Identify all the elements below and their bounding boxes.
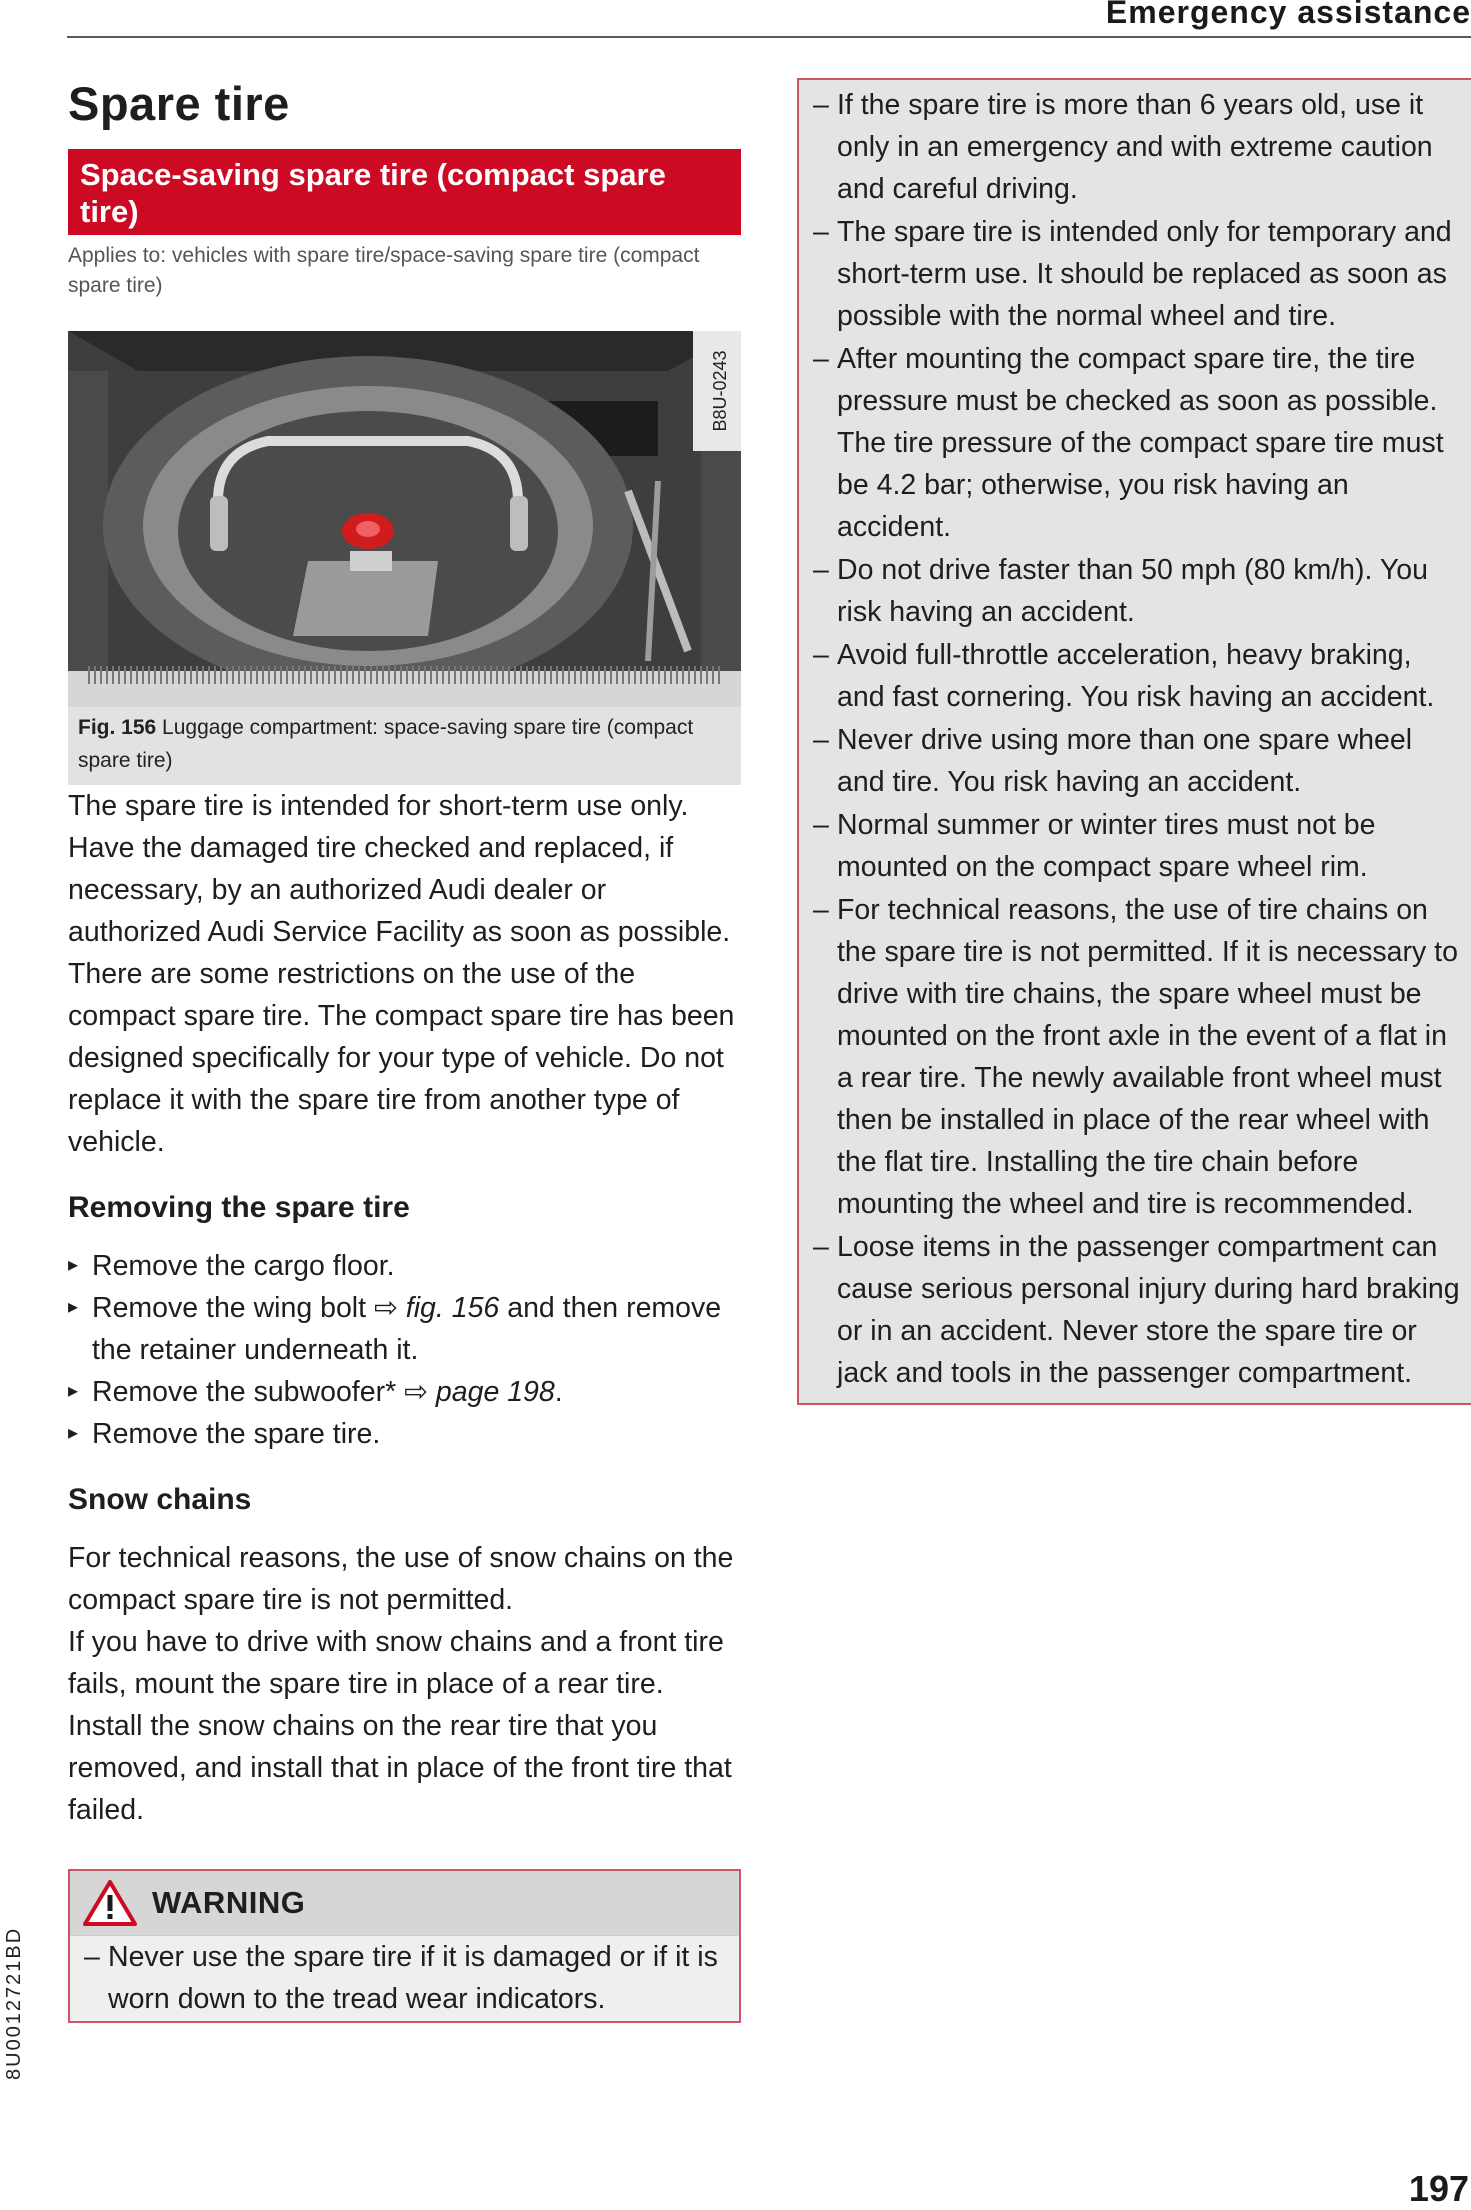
triangle-bullet-icon: ▸	[68, 1296, 79, 1318]
page-reference-link[interactable]: page 198	[435, 1376, 555, 1408]
step-text-continued: .	[554, 1376, 563, 1408]
warning-item: – Avoid full-throttle acceleration, heavy braking, and fast cornering. You risk having an accident.	[813, 639, 1435, 713]
warning-item: – For technical reasons, the use of tire chains on the spare tire is not permitted. If it is necessary to drive with tire chains, the spare wheel must be mounted on the front axle in the event of a flat in a rear tire. The newly available front wheel must then be installed in place of the rear wheel with the flat tire. Installing the tire chain before mounting the wheel and tire is recommended.	[813, 894, 1458, 1220]
snow-chains-heading: Snow chains	[68, 1483, 252, 1516]
step-text: Remove the spare tire.	[92, 1418, 381, 1450]
running-head: Emergency assistance	[1105, 0, 1471, 30]
page-title: Spare tire	[68, 77, 290, 130]
warning-item: – Never drive using more than one spare wheel and tire. You risk having an accident.	[813, 724, 1413, 798]
figure-code: B8U-0243	[710, 350, 730, 432]
triangle-bullet-icon: ▸	[68, 1422, 79, 1444]
step-text: Remove the cargo floor.	[92, 1250, 395, 1282]
warning-continued-list	[799, 84, 1471, 1394]
warning-title: WARNING	[152, 1885, 306, 1920]
figure-caption	[68, 707, 741, 785]
page-number: 197	[1408, 2168, 1469, 2209]
snow-chains-paragraph: If you have to drive with snow chains and a front tire fails, mount the spare tire in place of a rear tire. Install the snow chains on the rear tire that you removed, and install that in place of the front tire that failed.	[68, 1626, 732, 1826]
document-code: 8U0012721BD	[3, 1926, 25, 2080]
applies-to-note: Applies to: vehicles with spare tire/space-saving spare tire (compact spare tire)	[68, 244, 700, 297]
triangle-bullet-icon: ▸	[68, 1254, 79, 1276]
intro-paragraph: The spare tire is intended for short-term use only. Have the damaged tire checked and replaced, if necessary, by an authorized Audi dealer or authorized Audi Service Facility as soon as possible.	[68, 790, 731, 948]
warning-triangle-icon	[82, 1879, 138, 1927]
step-text: Remove the subwoofer* ⇨	[92, 1376, 428, 1408]
warning-item: – Normal summer or winter tires must not be mounted on the compact spare wheel rim.	[813, 809, 1376, 883]
warning-item: – Never use the spare tire if it is damaged or if it is worn down to the tread wear indicators.	[84, 1941, 718, 2015]
step-item	[68, 1413, 741, 1455]
warning-item: – After mounting the compact spare tire, the tire pressure must be checked as soon as possible. The tire pressure of the compact spare tire must be 4.2 bar; otherwise, you risk having an accident.	[813, 343, 1444, 543]
spare-tire-photo	[68, 331, 741, 707]
removing-steps	[68, 1245, 741, 1455]
step-item	[68, 1245, 741, 1287]
step-text: Remove the wing bolt ⇨	[92, 1292, 398, 1324]
warning-header	[70, 1871, 739, 1936]
step-item	[68, 1287, 741, 1371]
warning-item: – Do not drive faster than 50 mph (80 km/h). You risk having an accident.	[813, 554, 1428, 628]
warning-box	[68, 1869, 741, 2023]
figure-reference-link[interactable]: fig. 156	[405, 1292, 500, 1324]
warning-item: – Loose items in the passenger compartment can cause serious personal injury during hard braking or in an accident. Never store the spare tire or jack and tools in the passenger compartment.	[813, 1231, 1460, 1389]
left-column	[68, 70, 741, 2023]
header-rule	[67, 36, 1471, 38]
warning-item: – The spare tire is intended only for temporary and short-term use. It should be replaced as soon as possible with the normal wheel and tire.	[813, 216, 1452, 332]
warning-item: – If the spare tire is more than 6 years old, use it only in an emergency and with extreme caution and careful driving.	[813, 89, 1433, 205]
figure-156	[68, 331, 741, 785]
step-text-continued: and then remove the retainer underneath it.	[92, 1292, 722, 1366]
section-title-bar: Space-saving spare tire (compact spare tire)	[68, 149, 741, 235]
warning-continued-box	[797, 78, 1471, 1405]
triangle-bullet-icon: ▸	[68, 1380, 79, 1402]
warning-list	[70, 1936, 739, 2020]
figure-caption-text: Luggage compartment: space-saving spare tire (compact spare tire)	[78, 716, 694, 772]
restrictions-paragraph: There are some restrictions on the use of the compact spare tire. The compact spare tire has been designed specifically for your type of vehicle. Do not replace it with the spare tire from another type of vehicle.	[68, 958, 735, 1158]
step-item	[68, 1371, 741, 1413]
snow-chains-paragraph: For technical reasons, the use of snow chains on the compact spare tire is not permitted.	[68, 1542, 734, 1616]
figure-number: Fig. 156	[78, 716, 157, 739]
removing-heading: Removing the spare tire	[68, 1191, 410, 1224]
